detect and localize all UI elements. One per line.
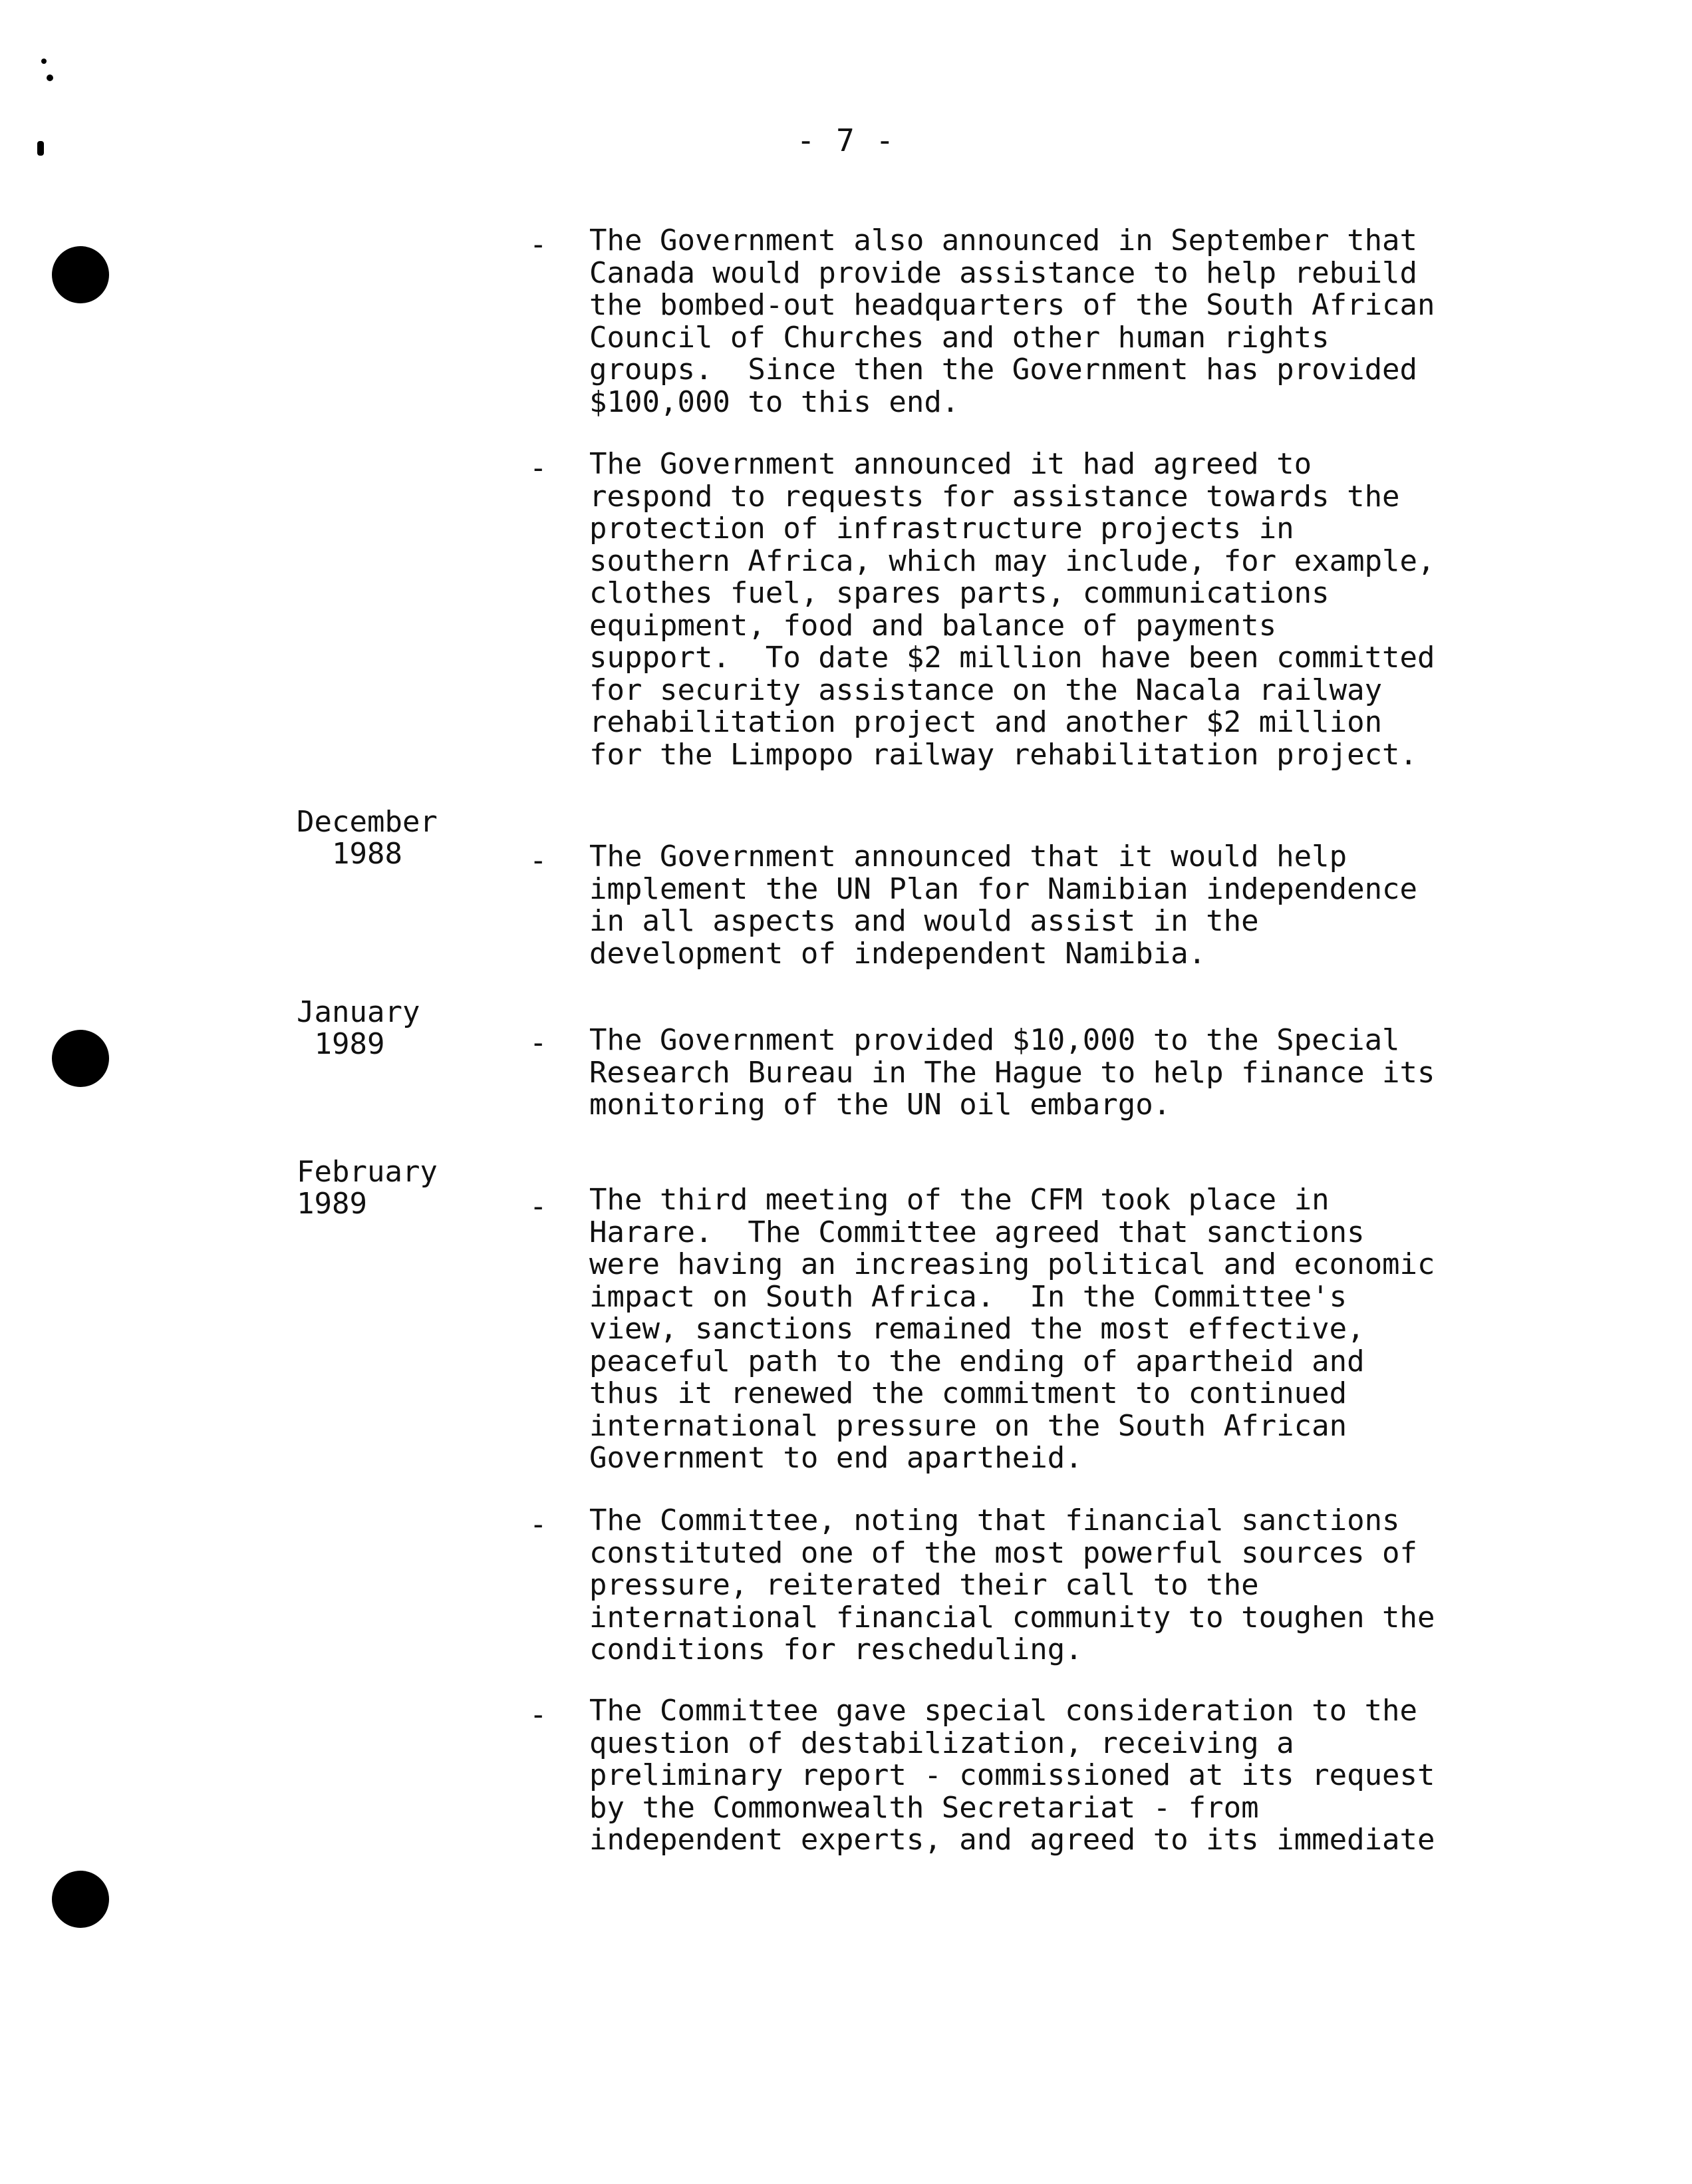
entry-date: December 1988	[297, 805, 438, 871]
bullet-dash: -	[529, 1026, 547, 1060]
bullet-dash: -	[529, 1189, 547, 1223]
punch-hole-bottom	[52, 1871, 109, 1928]
page-number: - 7 -	[796, 122, 896, 158]
bullet-dash: -	[529, 1698, 547, 1732]
entry-text: The Government provided $10,000 to the Special Research Bureau in The Hague to help finance its monitoring of the UN oil embargo.	[589, 1023, 1435, 1122]
punch-hole-top	[52, 246, 109, 303]
bullet-dash: -	[529, 228, 547, 261]
bullet-dash: -	[529, 1507, 547, 1541]
entry-text: The Committee gave special consideration to the question of destabilization, receiving a preliminary report - commissioned at its request by the Commonwealth Secretariat - from independent experts, and agreed to its immediate	[589, 1694, 1435, 1857]
bullet-dash: -	[529, 451, 547, 485]
entry-text: The Government also announced in September that Canada would provide assistance to help rebuild the bombed-out headquarters of the South African Council of Churches and other human rights groups. Since then the Government has provided $100,000 to this end.	[589, 224, 1435, 419]
punch-hole-middle	[52, 1030, 109, 1087]
entry-text: The Committee, noting that financial sanctions constituted one of the most powerful sources of pressure, reiterated their call to the international financial community to toughen the conditions for rescheduling.	[589, 1503, 1435, 1666]
scan-speck	[47, 75, 53, 81]
entry-text: The Government announced that it would help implement the UN Plan for Namibian independence in all aspects and would assist in the development of independent Namibia.	[589, 840, 1418, 971]
entry-text: The third meeting of the CFM took place in Harare. The Committee agreed that sanctions were having an increasing political and economic impact on South Africa. In the Committee's view, sanctions remained the most effective, peaceful path to the ending of apartheid and thus it renewed the commitment to continued international pressure on the South African Government to end apartheid.	[589, 1183, 1435, 1475]
scan-speck	[41, 59, 47, 64]
entry-text: The Government announced it had agreed to respond to requests for assistance towards the protection of infrastructure projects in southern Africa, which may include, for example, clothes fuel, spares parts, communications equipment, food and balance of payments support. To date $2 million have been committed for security assistance on the Nacala railway rehabilitation project and another $2 million for the Limpopo railway rehabilitation project.	[589, 447, 1435, 772]
entry-date: February 1989	[297, 1155, 438, 1221]
entry-date: January 1989	[297, 995, 420, 1061]
bullet-dash: -	[529, 844, 547, 877]
